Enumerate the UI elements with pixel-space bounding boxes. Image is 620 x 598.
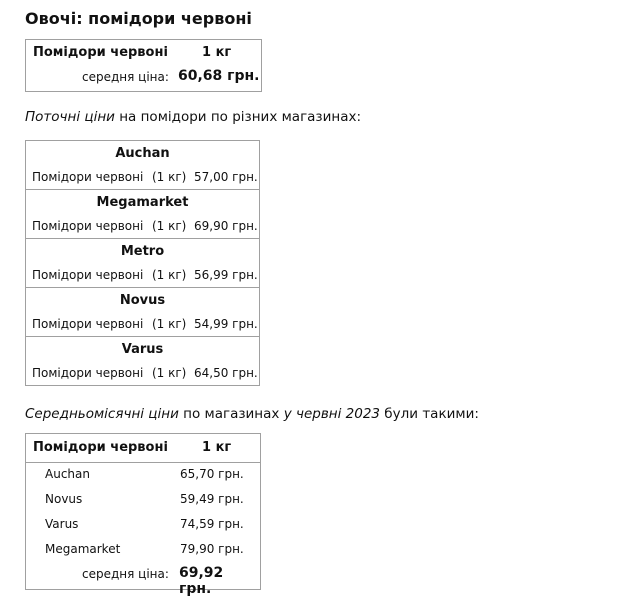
header-divider xyxy=(26,462,260,463)
store-unit: (1 кг) xyxy=(152,170,187,184)
monthly-store: Auchan xyxy=(45,467,90,481)
store-unit: (1 кг) xyxy=(152,317,187,331)
unit-label: 1 кг xyxy=(202,440,232,455)
monthly-store: Varus xyxy=(45,517,79,531)
store-block xyxy=(26,189,259,239)
monthly-prices-intro xyxy=(25,406,479,422)
monthly-store: Megamarket xyxy=(45,542,121,556)
average-price-box xyxy=(25,39,262,92)
intro-text: на помідори по різних магазинах: xyxy=(114,109,362,125)
monthly-price: 74,59 грн. xyxy=(180,517,244,531)
store-price: 54,99 грн. xyxy=(194,317,258,331)
intro-text: по магазинах xyxy=(178,406,284,422)
store-block xyxy=(26,336,259,386)
store-name: Metro xyxy=(120,244,165,259)
store-unit: (1 кг) xyxy=(152,219,187,233)
monthly-average-table xyxy=(25,433,261,597)
monthly-store: Novus xyxy=(45,492,83,506)
store-price: 64,50 грн. xyxy=(194,366,258,380)
monthly-price: 65,70 грн. xyxy=(180,467,244,481)
monthly-price: 79,90 грн. xyxy=(180,542,244,556)
product-name: Помідори червоні xyxy=(33,440,168,455)
store-product: Помідори червоні xyxy=(32,317,144,331)
store-name: Novus xyxy=(119,293,166,308)
store-price: 57,00 грн. xyxy=(194,170,258,184)
store-name: Varus xyxy=(121,342,164,357)
average-label: середня ціна: xyxy=(82,70,169,84)
store-product: Помідори червоні xyxy=(32,219,144,233)
store-block xyxy=(26,238,259,288)
product-name: Помідори червоні xyxy=(33,45,168,60)
store-unit: (1 кг) xyxy=(152,366,187,380)
intro-italic-date: у червні 2023 xyxy=(283,406,381,422)
page-title: Овочі: помідори червоні xyxy=(25,9,252,28)
store-prices-table xyxy=(25,140,260,386)
store-block xyxy=(26,287,259,337)
intro-text-end: були такими: xyxy=(380,406,479,422)
average-value: 69,92 грн. xyxy=(179,565,224,597)
average-value: 60,68 грн. xyxy=(178,68,260,84)
store-name: Auchan xyxy=(115,146,170,161)
store-block xyxy=(26,141,259,190)
store-product: Помідори червоні xyxy=(32,170,144,184)
store-name: Megamarket xyxy=(96,195,189,210)
intro-italic: Поточні ціни xyxy=(25,109,115,125)
unit-label: 1 кг xyxy=(202,45,232,60)
store-product: Помідори червоні xyxy=(32,268,144,282)
store-product: Помідори червоні xyxy=(32,366,144,380)
intro-italic: Середньомісячні ціни xyxy=(25,406,179,422)
current-prices-intro xyxy=(25,109,361,125)
average-label: середня ціна: xyxy=(82,567,169,581)
store-price: 69,90 грн. xyxy=(194,219,258,233)
store-unit: (1 кг) xyxy=(152,268,187,282)
monthly-price: 59,49 грн. xyxy=(180,492,244,506)
store-price: 56,99 грн. xyxy=(194,268,258,282)
